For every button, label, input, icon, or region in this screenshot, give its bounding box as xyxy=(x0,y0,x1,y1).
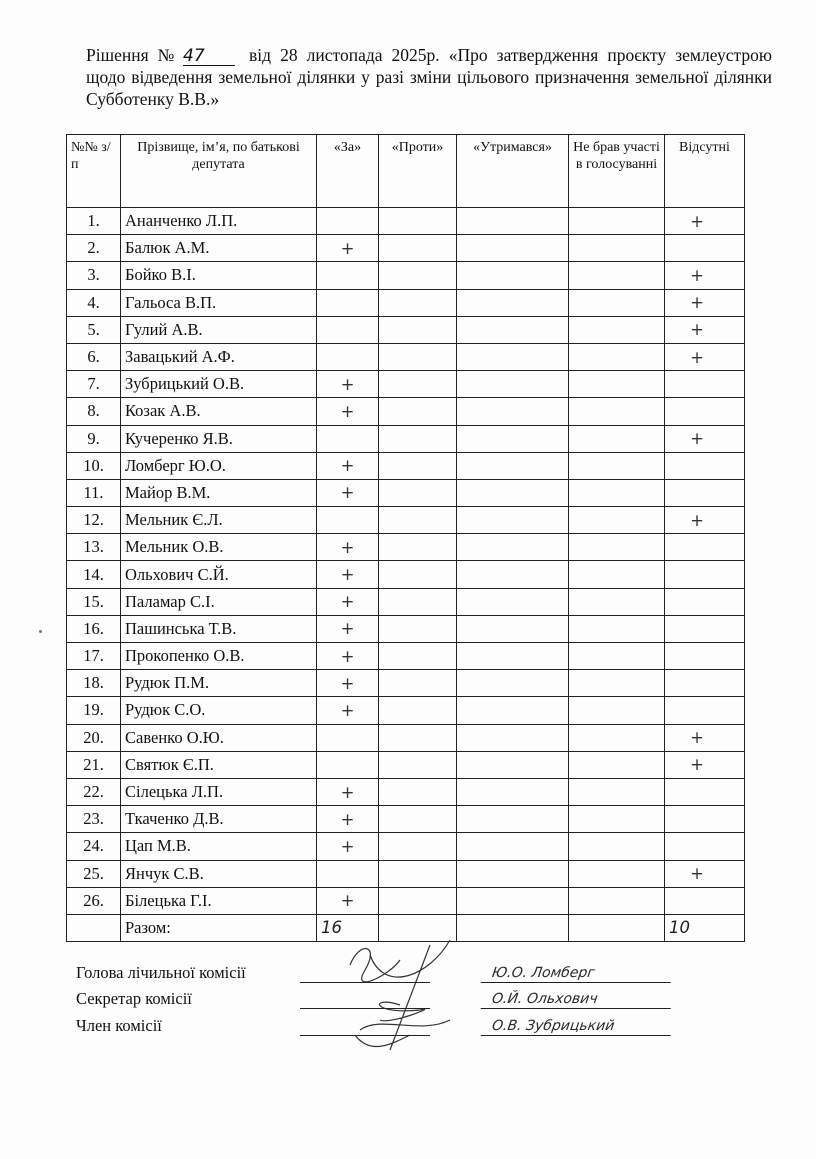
vote-for-cell xyxy=(317,724,379,751)
vote-absent-cell: + xyxy=(665,262,745,289)
header-num: №№ з/п xyxy=(67,135,121,208)
row-number: 8. xyxy=(67,398,121,425)
vote-not-voted-cell xyxy=(569,833,665,860)
vote-absent-cell xyxy=(665,670,745,697)
table-row xyxy=(67,208,745,235)
row-number: 15. xyxy=(67,588,121,615)
vote-absent-cell xyxy=(665,643,745,670)
row-number: 19. xyxy=(67,697,121,724)
table-row xyxy=(67,262,745,289)
vote-against-cell xyxy=(379,806,457,833)
vote-absent-cell xyxy=(665,806,745,833)
vote-abstained-cell xyxy=(457,371,569,398)
vote-for-cell xyxy=(317,507,379,534)
signature-role: Член комісії xyxy=(76,1015,162,1035)
vote-not-voted-cell xyxy=(569,887,665,914)
signature-role: Секретар комісії xyxy=(76,989,192,1008)
table-row xyxy=(67,860,745,887)
vote-absent-cell xyxy=(665,452,745,479)
table-header-row xyxy=(67,135,745,208)
vote-not-voted-cell xyxy=(569,724,665,751)
table-row xyxy=(67,534,745,561)
table-row xyxy=(67,588,745,615)
vote-not-voted-cell xyxy=(569,235,665,262)
table-row xyxy=(67,778,745,805)
vote-against-cell xyxy=(379,670,457,697)
vote-abstained-cell xyxy=(457,833,569,860)
deputy-name: Зубрицький О.В. xyxy=(121,371,317,398)
vote-absent-cell: + xyxy=(665,289,745,316)
vote-abstained-cell xyxy=(457,479,569,506)
header-for: «За» xyxy=(317,135,379,208)
vote-not-voted-cell xyxy=(569,670,665,697)
header-name: Прізвище, ім’я, по батькові депутата xyxy=(121,135,317,208)
table-row xyxy=(67,507,745,534)
vote-not-voted-cell xyxy=(569,643,665,670)
row-number: 2. xyxy=(67,235,121,262)
signature-block xyxy=(76,956,716,1036)
vote-absent-cell xyxy=(665,479,745,506)
row-number: 24. xyxy=(67,833,121,860)
vote-table-body xyxy=(67,208,745,942)
vote-abstained-cell xyxy=(457,507,569,534)
deputy-name: Ананченко Л.П. xyxy=(121,208,317,235)
vote-absent-cell xyxy=(665,615,745,642)
row-number: 18. xyxy=(67,670,121,697)
vote-for-cell: + xyxy=(317,887,379,914)
deputy-name: Балюк А.М. xyxy=(121,235,317,262)
vote-abstained-cell xyxy=(457,208,569,235)
vote-for-cell: + xyxy=(317,833,379,860)
vote-absent-cell xyxy=(665,778,745,805)
vote-for-cell xyxy=(317,316,379,343)
table-row xyxy=(67,670,745,697)
signature-line xyxy=(300,964,430,983)
vote-not-voted-cell xyxy=(569,398,665,425)
table-row xyxy=(67,615,745,642)
vote-not-voted-cell xyxy=(569,507,665,534)
vote-for-cell xyxy=(317,289,379,316)
table-row xyxy=(67,561,745,588)
vote-not-voted-cell xyxy=(569,371,665,398)
vote-abstained-cell xyxy=(457,534,569,561)
total-not-voted xyxy=(569,914,665,941)
vote-for-cell: + xyxy=(317,371,379,398)
decision-heading xyxy=(86,44,772,110)
vote-abstained-cell xyxy=(457,778,569,805)
deputy-name: Пашинська Т.В. xyxy=(121,615,317,642)
total-label: Разом: xyxy=(121,914,317,941)
row-number: 10. xyxy=(67,452,121,479)
signature-name: О.В. Зубрицький xyxy=(481,1017,674,1036)
vote-for-cell: + xyxy=(317,561,379,588)
vote-against-cell xyxy=(379,289,457,316)
row-number: 3. xyxy=(67,262,121,289)
vote-abstained-cell xyxy=(457,615,569,642)
vote-not-voted-cell xyxy=(569,778,665,805)
vote-absent-cell xyxy=(665,561,745,588)
signature-name: Ю.О. Ломберг xyxy=(481,964,674,983)
vote-against-cell xyxy=(379,534,457,561)
vote-for-cell: + xyxy=(317,235,379,262)
header-not-voted: Не брав участі в голосуванні xyxy=(569,135,665,208)
deputy-name: Бойко В.І. xyxy=(121,262,317,289)
vote-not-voted-cell xyxy=(569,452,665,479)
vote-absent-cell: + xyxy=(665,316,745,343)
row-number: 1. xyxy=(67,208,121,235)
vote-table xyxy=(66,134,745,942)
row-number: 25. xyxy=(67,860,121,887)
heading-text: від 28 листопада 2025р. «Про затвердження проєкту землеустрою щодо відведення земельної ділянки у разі зміни цільового призначення земельної ділянки Субботенку В.В.» xyxy=(86,45,772,109)
vote-for-cell: + xyxy=(317,670,379,697)
vote-abstained-cell xyxy=(457,425,569,452)
vote-abstained-cell xyxy=(457,289,569,316)
vote-against-cell xyxy=(379,697,457,724)
deputy-name: Білецька Г.І. xyxy=(121,887,317,914)
vote-absent-cell: + xyxy=(665,343,745,370)
row-number: 5. xyxy=(67,316,121,343)
deputy-name: Завацький А.Ф. xyxy=(121,343,317,370)
row-number: 12. xyxy=(67,507,121,534)
scan-speck xyxy=(39,630,42,633)
vote-absent-cell: + xyxy=(665,860,745,887)
vote-absent-cell xyxy=(665,371,745,398)
vote-abstained-cell xyxy=(457,860,569,887)
vote-for-cell xyxy=(317,343,379,370)
deputy-name: Гальоса В.П. xyxy=(121,289,317,316)
vote-not-voted-cell xyxy=(569,697,665,724)
row-number: 9. xyxy=(67,425,121,452)
vote-not-voted-cell xyxy=(569,615,665,642)
deputy-name: Гулий А.В. xyxy=(121,316,317,343)
vote-abstained-cell xyxy=(457,561,569,588)
table-row xyxy=(67,425,745,452)
vote-against-cell xyxy=(379,751,457,778)
row-number: 17. xyxy=(67,643,121,670)
row-number: 22. xyxy=(67,778,121,805)
row-number: 13. xyxy=(67,534,121,561)
deputy-name: Цап М.В. xyxy=(121,833,317,860)
signature-row xyxy=(76,956,716,983)
table-row xyxy=(67,371,745,398)
row-number: 16. xyxy=(67,615,121,642)
table-row xyxy=(67,343,745,370)
vote-absent-cell: + xyxy=(665,724,745,751)
vote-not-voted-cell xyxy=(569,806,665,833)
table-row xyxy=(67,751,745,778)
vote-against-cell xyxy=(379,371,457,398)
vote-not-voted-cell xyxy=(569,751,665,778)
signature-line xyxy=(300,990,430,1009)
vote-against-cell xyxy=(379,615,457,642)
vote-abstained-cell xyxy=(457,262,569,289)
vote-against-cell xyxy=(379,724,457,751)
vote-not-voted-cell xyxy=(569,860,665,887)
vote-abstained-cell xyxy=(457,670,569,697)
deputy-name: Майор В.М. xyxy=(121,479,317,506)
row-number: 6. xyxy=(67,343,121,370)
vote-against-cell xyxy=(379,507,457,534)
header-absent: Відсутні xyxy=(665,135,745,208)
vote-absent-cell: + xyxy=(665,751,745,778)
vote-not-voted-cell xyxy=(569,262,665,289)
row-number: 23. xyxy=(67,806,121,833)
signature-line xyxy=(300,1017,430,1036)
vote-not-voted-cell xyxy=(569,425,665,452)
vote-abstained-cell xyxy=(457,452,569,479)
total-blank xyxy=(67,914,121,941)
vote-abstained-cell xyxy=(457,588,569,615)
deputy-name: Кучеренко Я.В. xyxy=(121,425,317,452)
vote-not-voted-cell xyxy=(569,316,665,343)
vote-against-cell xyxy=(379,398,457,425)
decision-number: 47 xyxy=(183,47,235,66)
vote-abstained-cell xyxy=(457,343,569,370)
vote-absent-cell xyxy=(665,534,745,561)
vote-against-cell xyxy=(379,833,457,860)
vote-absent-cell: + xyxy=(665,507,745,534)
vote-abstained-cell xyxy=(457,643,569,670)
table-row xyxy=(67,452,745,479)
deputy-name: Прокопенко О.В. xyxy=(121,643,317,670)
vote-against-cell xyxy=(379,425,457,452)
vote-for-cell: + xyxy=(317,588,379,615)
heading-prefix: Рішення № xyxy=(86,45,180,65)
table-row xyxy=(67,316,745,343)
vote-absent-cell xyxy=(665,833,745,860)
vote-abstained-cell xyxy=(457,316,569,343)
vote-against-cell xyxy=(379,778,457,805)
vote-absent-cell xyxy=(665,887,745,914)
table-row xyxy=(67,289,745,316)
table-row xyxy=(67,887,745,914)
deputy-name: Рудюк П.М. xyxy=(121,670,317,697)
vote-against-cell xyxy=(379,452,457,479)
vote-for-cell xyxy=(317,860,379,887)
signature-row xyxy=(76,983,716,1010)
vote-not-voted-cell xyxy=(569,561,665,588)
row-number: 26. xyxy=(67,887,121,914)
table-row xyxy=(67,235,745,262)
header-abstained: «Утримався» xyxy=(457,135,569,208)
vote-abstained-cell xyxy=(457,235,569,262)
vote-against-cell xyxy=(379,561,457,588)
vote-not-voted-cell xyxy=(569,534,665,561)
vote-not-voted-cell xyxy=(569,343,665,370)
vote-abstained-cell xyxy=(457,887,569,914)
row-number: 21. xyxy=(67,751,121,778)
deputy-name: Ткаченко Д.В. xyxy=(121,806,317,833)
vote-for-cell: + xyxy=(317,697,379,724)
header-against: «Проти» xyxy=(379,135,457,208)
vote-against-cell xyxy=(379,479,457,506)
vote-for-cell xyxy=(317,751,379,778)
vote-not-voted-cell xyxy=(569,208,665,235)
vote-for-cell: + xyxy=(317,806,379,833)
vote-absent-cell: + xyxy=(665,425,745,452)
vote-abstained-cell xyxy=(457,806,569,833)
vote-against-cell xyxy=(379,343,457,370)
table-row xyxy=(67,806,745,833)
deputy-name: Святюк Є.П. xyxy=(121,751,317,778)
vote-for-cell: + xyxy=(317,643,379,670)
deputy-name: Ломберг Ю.О. xyxy=(121,452,317,479)
row-number: 11. xyxy=(67,479,121,506)
total-absent: 10 xyxy=(665,914,745,941)
vote-abstained-cell xyxy=(457,724,569,751)
vote-against-cell xyxy=(379,643,457,670)
total-for: 16 xyxy=(317,914,379,941)
vote-for-cell xyxy=(317,208,379,235)
vote-abstained-cell xyxy=(457,697,569,724)
deputy-name: Мельник Є.Л. xyxy=(121,507,317,534)
vote-absent-cell xyxy=(665,398,745,425)
vote-against-cell xyxy=(379,208,457,235)
table-row xyxy=(67,833,745,860)
table-row xyxy=(67,479,745,506)
deputy-name: Козак А.В. xyxy=(121,398,317,425)
vote-for-cell xyxy=(317,262,379,289)
vote-for-cell: + xyxy=(317,398,379,425)
table-row xyxy=(67,697,745,724)
vote-against-cell xyxy=(379,588,457,615)
vote-against-cell xyxy=(379,316,457,343)
table-row xyxy=(67,724,745,751)
vote-for-cell xyxy=(317,425,379,452)
row-number: 7. xyxy=(67,371,121,398)
deputy-name: Ольхович С.Й. xyxy=(121,561,317,588)
signature-row xyxy=(76,1009,716,1036)
vote-absent-cell xyxy=(665,588,745,615)
vote-for-cell: + xyxy=(317,479,379,506)
vote-against-cell xyxy=(379,235,457,262)
vote-abstained-cell xyxy=(457,398,569,425)
deputy-name: Савенко О.Ю. xyxy=(121,724,317,751)
vote-against-cell xyxy=(379,262,457,289)
vote-absent-cell xyxy=(665,235,745,262)
vote-for-cell: + xyxy=(317,615,379,642)
deputy-name: Мельник О.В. xyxy=(121,534,317,561)
row-number: 20. xyxy=(67,724,121,751)
vote-against-cell xyxy=(379,887,457,914)
vote-not-voted-cell xyxy=(569,479,665,506)
deputy-name: Янчук С.В. xyxy=(121,860,317,887)
total-abstained xyxy=(457,914,569,941)
vote-against-cell xyxy=(379,860,457,887)
vote-for-cell: + xyxy=(317,452,379,479)
row-number: 14. xyxy=(67,561,121,588)
row-number: 4. xyxy=(67,289,121,316)
vote-not-voted-cell xyxy=(569,588,665,615)
vote-for-cell: + xyxy=(317,534,379,561)
signature-role: Голова лічильної комісії xyxy=(76,962,246,982)
deputy-name: Рудюк С.О. xyxy=(121,697,317,724)
deputy-name: Паламар С.І. xyxy=(121,588,317,615)
table-row xyxy=(67,643,745,670)
vote-not-voted-cell xyxy=(569,289,665,316)
vote-absent-cell: + xyxy=(665,208,745,235)
vote-for-cell: + xyxy=(317,778,379,805)
table-row xyxy=(67,398,745,425)
signature-name: О.Й. Ольхович xyxy=(481,990,674,1009)
vote-absent-cell xyxy=(665,697,745,724)
vote-abstained-cell xyxy=(457,751,569,778)
deputy-name: Сілецька Л.П. xyxy=(121,778,317,805)
